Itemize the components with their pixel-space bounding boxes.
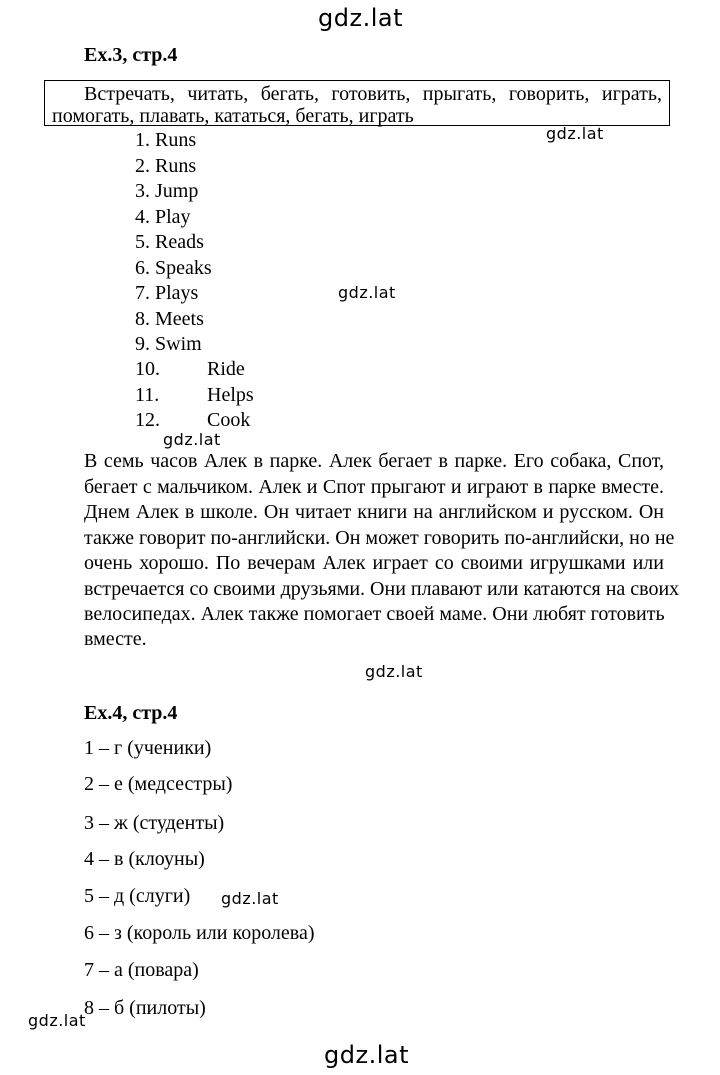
answer-8: 8. Meets xyxy=(135,308,204,330)
paragraph-line-4: также говорит по-английски. Он может говорить по-английски, но не xyxy=(84,527,675,549)
paragraph-line-1: В семь часов Алек в парке. Алек бегает в парке. Его собака, Спот, xyxy=(84,450,664,472)
watermark-box-right: gdz.lat xyxy=(546,124,604,143)
answer-12-word: Cook xyxy=(207,409,251,431)
watermark-bottom-left: gdz.lat xyxy=(28,1011,86,1030)
answer-12-number: 12. xyxy=(135,409,160,431)
paragraph-line-7: велосипедах. Алек также помогает своей маме. Они любят готовить xyxy=(84,603,665,625)
match-item-6: 6 – з (король или королева) xyxy=(84,922,315,944)
match-item-5: 5 – д (слуги) xyxy=(84,885,191,907)
match-item-7: 7 – а (повара) xyxy=(84,959,199,981)
watermark-middle: gdz.lat xyxy=(338,283,396,302)
ex3-title: Ex.3, стр.4 xyxy=(84,44,178,66)
match-item-8: 8 – б (пилоты) xyxy=(84,997,206,1019)
word-box-line-1: Встречать, читать, бегать, готовить, прыгать, говорить, играть, xyxy=(84,83,662,105)
word-box-line-2: помогать, плавать, кататься, бегать, играть xyxy=(52,105,414,127)
match-item-2: 2 – е (медсестры) xyxy=(84,773,233,795)
watermark-above-paragraph: gdz.lat xyxy=(163,430,221,449)
watermark-ex4: gdz.lat xyxy=(221,889,279,908)
answer-5: 5. Reads xyxy=(135,231,204,253)
answer-10-word: Ride xyxy=(207,358,245,380)
ex4-title: Ex.4, стр.4 xyxy=(84,702,178,724)
answer-3: 3. Jump xyxy=(135,180,199,202)
match-item-1: 1 – г (ученики) xyxy=(84,737,212,759)
watermark-below-paragraph: gdz.lat xyxy=(365,662,423,681)
answer-6: 6. Speaks xyxy=(135,257,212,279)
paragraph-line-5: очень хорошо. По вечерам Алек играет со своими игрушками или xyxy=(84,552,664,574)
match-item-3: 3 – ж (студенты) xyxy=(84,812,225,834)
match-item-4: 4 – в (клоуны) xyxy=(84,848,205,870)
paragraph-line-2: бегает с мальчиком. Алек и Спот прыгают и играют в парке вместе. xyxy=(84,476,664,498)
answer-10-number: 10. xyxy=(135,358,160,380)
paragraph-line-6: встречается со своими друзьями. Они плавают или катаются на своих xyxy=(84,578,680,600)
answer-1: 1. Runs xyxy=(135,129,197,151)
answer-9: 9. Swim xyxy=(135,333,202,355)
watermark-bottom: gdz.lat xyxy=(324,1041,409,1069)
answer-11-word: Helps xyxy=(207,384,254,406)
watermark-top: gdz.lat xyxy=(318,4,403,32)
answer-4: 4. Play xyxy=(135,206,191,228)
answer-11-number: 11. xyxy=(135,384,160,406)
answer-2: 2. Runs xyxy=(135,155,197,177)
paragraph-line-3: Днем Алек в школе. Он читает книги на английском и русском. Он xyxy=(84,501,664,523)
answer-7: 7. Plays xyxy=(135,282,199,304)
paragraph-line-8: вместе. xyxy=(84,628,147,650)
